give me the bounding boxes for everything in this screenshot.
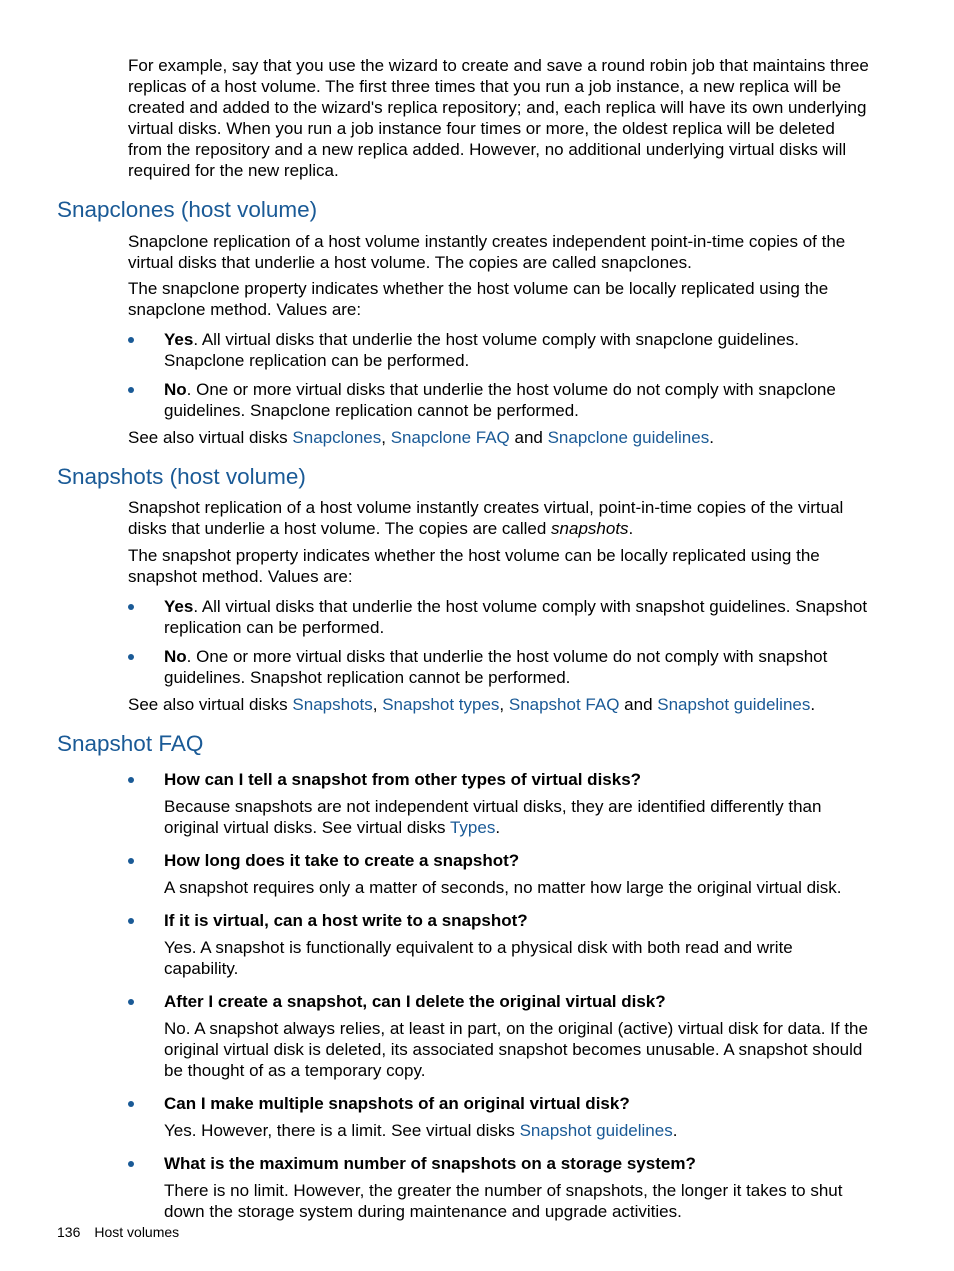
page-footer (57, 1223, 179, 1241)
bullet-icon (128, 1161, 134, 1167)
faq-item (128, 991, 870, 1081)
faq-answer (164, 1120, 870, 1141)
end-punctuation: . (495, 818, 501, 837)
separator: and (619, 695, 658, 714)
see-also-text: See also virtual disks (128, 428, 293, 447)
faq-question: How long does it take to create a snapshot? (164, 851, 520, 870)
faq-question: How can I tell a snapshot from other types of virtual disks? (164, 770, 642, 789)
bullet-icon (128, 1101, 134, 1107)
faq-item (128, 910, 870, 979)
snapshot-types-link[interactable]: Snapshot types (382, 695, 500, 714)
snapshots-see-also (128, 694, 870, 715)
snapshot-guidelines-link[interactable]: Snapshot guidelines (657, 695, 811, 714)
snapclone-faq-link[interactable]: Snapclone FAQ (390, 428, 510, 447)
bullet-icon (128, 918, 134, 924)
end-punctuation: . (709, 428, 714, 447)
list-item (128, 596, 870, 638)
value-label: No (164, 647, 187, 666)
snapshot-faq-heading: Snapshot FAQ (57, 731, 204, 756)
bullet-icon (128, 999, 134, 1005)
value-description: . One or more virtual disks that underlie the host volume do not comply with snapclone guidelines. Snapclone replication cannot be performed. (164, 380, 836, 420)
faq-item (128, 1153, 870, 1222)
end-punctuation: . (628, 519, 634, 538)
value-description: . All virtual disks that underlie the host volume comply with snapclone guidelines. Snapclone replication can be performed. (164, 330, 800, 370)
snapshots-values-list (128, 596, 870, 688)
snapshots-heading: Snapshots (host volume) (57, 464, 306, 489)
emphasis-term: snapshots (551, 519, 629, 538)
value-description: . All virtual disks that underlie the host volume comply with snapshot guidelines. Snapshot replication can be performed. (164, 597, 868, 637)
faq-item (128, 769, 870, 838)
faq-list (128, 769, 870, 1222)
faq-answer: There is no limit. However, the greater the number of snapshots, the longer it takes to shut down the storage system during maintenance and upgrade activities. (164, 1181, 843, 1221)
list-item (128, 646, 870, 688)
snapclones-heading: Snapclones (host volume) (57, 197, 318, 222)
snapclones-paragraph-1: Snapclone replication of a host volume instantly creates independent point-in-time copies of the virtual disks that underlie a host volume. The copies are called snapclones. (128, 232, 846, 272)
bullet-icon (128, 777, 134, 783)
footer-section-title: Host volumes (94, 1224, 180, 1240)
answer-text: Yes. However, there is a limit. See virtual disks (164, 1121, 520, 1140)
list-item (128, 379, 870, 421)
answer-text: Because snapshots are not independent virtual disks, they are identified differently than original virtual disks. See virtual disks (164, 797, 822, 837)
end-punctuation: . (810, 695, 816, 714)
paragraph-text: Snapshot replication of a host volume instantly creates virtual, point-in-time copies of the virtual disks that underlie a host volume. The copies are called (128, 498, 844, 538)
snapshots-paragraph-1 (128, 497, 870, 539)
faq-answer (164, 796, 870, 838)
snapclone-guidelines-link[interactable]: Snapclone guidelines (547, 428, 710, 447)
value-label: Yes (164, 597, 194, 616)
bullet-icon (128, 654, 134, 660)
faq-item (128, 1093, 870, 1141)
value-label: Yes (164, 330, 194, 349)
see-also-text: See also virtual disks (128, 695, 293, 714)
snapshot-guidelines-link[interactable]: Snapshot guidelines (519, 1121, 673, 1140)
faq-question: If it is virtual, can a host write to a snapshot? (164, 911, 528, 930)
bullet-icon (128, 337, 134, 343)
bullet-icon (128, 604, 134, 610)
separator: and (509, 428, 548, 447)
snapshots-paragraph-2: The snapshot property indicates whether the host volume can be locally replicated using the snapshot method. Values are: (128, 546, 820, 586)
end-punctuation: . (672, 1121, 678, 1140)
faq-answer: No. A snapshot always relies, at least in part, on the original (active) virtual disk for data. If the original virtual disk is deleted, its associated snapshot becomes unusable. A snapshot should be thought of as a temporary copy. (164, 1019, 868, 1080)
snapshots-link[interactable]: Snapshots (292, 695, 373, 714)
snapclones-see-also (128, 427, 870, 448)
list-item (128, 329, 870, 371)
page-number: 136 (57, 1224, 81, 1240)
value-label: No (164, 380, 187, 399)
faq-answer: Yes. A snapshot is functionally equivalent to a physical disk with both read and write capability. (164, 938, 793, 978)
value-description: . One or more virtual disks that underlie the host volume do not comply with snapshot guidelines. Snapshot replication cannot be performed. (164, 647, 828, 687)
snapclones-values-list (128, 329, 870, 421)
faq-question: What is the maximum number of snapshots on a storage system? (164, 1154, 696, 1173)
separator: , (381, 428, 391, 447)
intro-paragraph: For example, say that you use the wizard to create and save a round robin job that maintains three replicas of a host volume. The first three times that you run a job instance, a new replica will be created and added to the wizard's replica repository; and, each replica will have its own underlying virtual disks. When you run a job instance four times or more, the oldest replica will be deleted from the repository and a new replica added. However, no additional underlying virtual disks will required for the new replica. (128, 56, 869, 180)
snapclones-paragraph-2: The snapclone property indicates whether the host volume can be locally replicated using the snapclone method. Values are: (128, 279, 829, 319)
bullet-icon (128, 387, 134, 393)
bullet-icon (128, 858, 134, 864)
snapclones-link[interactable]: Snapclones (292, 428, 382, 447)
separator: , (372, 695, 383, 714)
faq-item (128, 850, 870, 898)
faq-question: Can I make multiple snapshots of an original virtual disk? (164, 1094, 630, 1113)
types-link[interactable]: Types (449, 818, 496, 837)
faq-question: After I create a snapshot, can I delete the original virtual disk? (164, 992, 666, 1011)
faq-answer: A snapshot requires only a matter of seconds, no matter how large the original virtual disk. (164, 878, 842, 897)
separator: , (499, 695, 509, 714)
snapshot-faq-link[interactable]: Snapshot FAQ (508, 695, 620, 714)
